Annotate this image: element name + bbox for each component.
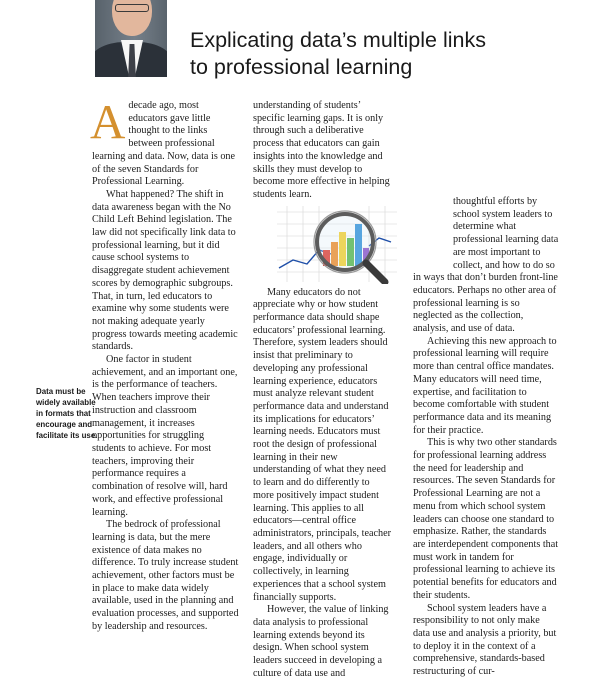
paragraph: decade ago, most educators gave little thought to the links between professional learning and data. Now, data is one of the seven Standards for Professional Learning. (92, 100, 236, 188)
paragraph: One factor in student achievement, and an important one, is the performance of teachers. When teachers improve their instruction and classroom management, it increases opportunities for struggling students to achieve. For most teachers, improving their performance requires a combination of resolve will, hard work, and effective professional learning. (92, 354, 238, 518)
paragraph: Many educators do not appreciate why or how student performance data should shape educators’ professional learning. Therefore, system leaders should insist that preliminary to developing any professional learning experience, educators must analyze relevant student performance data and understand its implications for educators’ learning needs. Educators must root the design of professional learning in their new understanding of what they need to learn and do differently to more positively impact student learning. This applies to all educators—central office administrators, principals, teacher leaders, and all others who engage, individually or collectively, in learning experiences that a school system financially supports. (253, 286, 392, 603)
magnifier-chart-illustration (273, 202, 397, 284)
paragraph: thoughtful efforts by school system leaders to determine what professional learning data are most important to collect, and how to do so in ways that don’t burden front-line educators. Perhaps no other area of professional learning is so neglected as the collection, analysis, and use of data. (413, 196, 559, 335)
title-line-1: Explicating data’s multiple links (190, 28, 486, 52)
article-column-2 (253, 100, 393, 680)
article-title (190, 27, 486, 81)
paragraph: School system leaders have a responsibility to not only make data use and analysis a priority, but to deploy it in the context of a comprehensive, standards-based restructuring of cur- (413, 602, 557, 678)
paragraph: The bedrock of professional learning is data, but the mere existence of data makes no difference. To truly increase student achievement, other factors must be in place to make data widely available, used in the planning and evaluation processes, and supported by leadership and resources. (92, 519, 239, 632)
drop-cap: A (90, 94, 126, 149)
title-line-2: to professional learning (190, 55, 413, 79)
pull-quote: Data must be widely available in formats that encourage and facilitate its use. (36, 387, 98, 440)
paragraph: What happened? The shift in data awareness began with the No Child Left Behind legislation. The law did not specifically link data to professional learning, but it did cause school systems to disaggregate student achievement scores by demographic subgroups. That, in turn, led educators to examine why some students were not making adequate yearly progress towards meeting academic standards. (92, 188, 238, 353)
paragraph: However, the value of linking data analysis to professional learning extends beyond its design. When school system leaders succeed in developing a culture of data use and (253, 604, 389, 679)
magnifier-over-bar-chart-icon (273, 202, 397, 284)
paragraph: Achieving this new approach to professional learning will require more than central office mandates. Many educators will need time, expertise, and facilitation to become comfortable with student performance data and its meaning for their practice. (413, 335, 557, 436)
paragraph: understanding of students’ specific learning gaps. It is only through such a deliberative process that educators can gain insights into the knowledge and skills they must develop to become more effective in helping students learn. (253, 100, 390, 200)
article-column-1 (90, 94, 239, 634)
article-column-3 (413, 100, 559, 679)
author-photo (95, 0, 167, 77)
paragraph: This is why two other standards for professional learning address the need for leadership and resources. The seven Standards for Professional Learning are not a menu from which school system leaders can choose one standard to emphasize. Rather, the standards are interdependent components that must work in tandem for professional learning to achieve its potential benefits for educators and their students. (413, 437, 559, 601)
